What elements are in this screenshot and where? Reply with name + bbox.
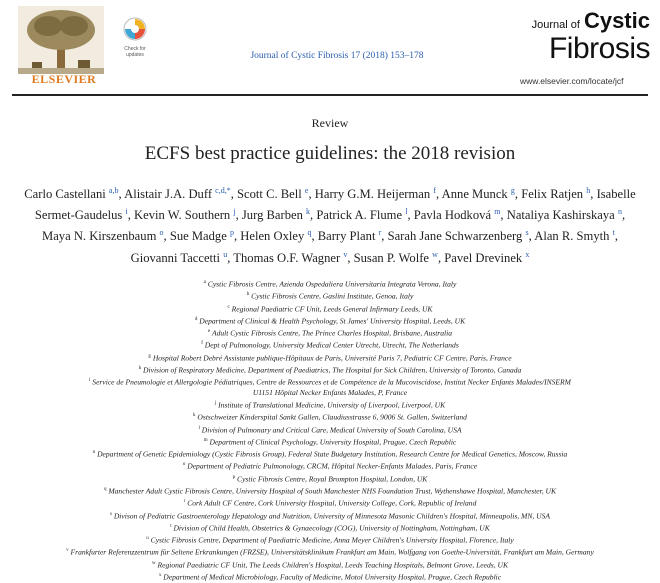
affiliation-text: Manchester Adult Cystic Fibrosis Centre, University Hospital of South Manchester NHS Foundation Trust, Wythenshawe Hospital, Manchester, UK (108, 486, 557, 496)
article-header (0, 0, 660, 88)
affiliation-text: Department of Medical Microbiology, Faculty of Medicine, Motol University Hospital, Prague, Czech Republic (163, 572, 502, 582)
affiliation-line (4, 436, 656, 448)
author-affiliation-marker[interactable]: f (433, 186, 437, 195)
affiliation-line (4, 399, 656, 411)
author-name[interactable]: Nataliya Kashirskaya (506, 208, 615, 223)
author-name[interactable]: Maya N. Kirszenbaum (42, 229, 157, 244)
author-affiliation-marker[interactable]: s (525, 228, 529, 238)
affiliation-marker: b (246, 292, 250, 298)
author-name[interactable]: Sarah Jane Schwarzenberg (387, 229, 523, 244)
affiliation-text: Hospital Robert Debré Assistante publique-Hôpitaux de Paris, Université Paris 7, Pediatric CF Centre, Paris, France (152, 353, 512, 363)
affiliation-line (4, 278, 656, 290)
author-affiliation-marker[interactable]: u (223, 249, 228, 259)
author-name[interactable]: Alistair J.A. Duff (124, 187, 213, 202)
affiliation-marker: e (207, 329, 211, 335)
article-title: ECFS best practice guidelines: the 2018 revision (144, 143, 516, 164)
author-name[interactable]: Susan P. Wolfe (353, 250, 429, 265)
affiliation-marker: u (146, 536, 149, 542)
affiliation-marker: t (170, 523, 172, 529)
affiliation-marker: i (89, 378, 91, 384)
affiliation-text: Division of Respiratory Medicine, Department of Paediatrics, The Hospital for Sick Children, University of Toronto, Canada (143, 365, 522, 375)
affiliation-text: Department of Genetic Epidemiology (Cystic Fibrosis Group), Federal State Budgetary Institution, Research Centre for Medical Genetics, Moscow, Russia (97, 449, 568, 459)
author-affiliation-marker[interactable]: k (306, 207, 311, 217)
affiliation-text: Ostschweizer Kinderspital Sankt Gallen, Claudiusstrasse 6, 9006 St. Gallen, Switzerland (197, 412, 467, 422)
affiliation-line (4, 376, 656, 388)
affiliation-marker: n (92, 450, 96, 456)
author-affiliation-marker[interactable]: m (494, 207, 501, 217)
author-list: Carlo Castellani $^{a,b}$, Alistair J.A. Duff $^{c,d,*}$, Scott C. Bell $^e$, Harry G.M. Heijerman $^f$, Anne Munck $^g$, Felix Ratjen $^h$, Isabelle Sermet-Gaudelus $^i$, Kevin W. Southern $^j$, Jurg Barben $^k$, Patrick A. Flume $^l$, Pavla Hodková $^m$, Nataliya Kashirskaya $^n$, Maya N. Kirszenbaum $^o$, Sue Madge $^p$, Helen Oxley $^q$, Barry Plant $^r$, Sarah Jane Schwarzenberg $^s$, Alan R. Smyth $^t$, Giovanni Taccetti $^u$, Thomas O.F. Wagner $^v$, Susan P. Wolfe $^w$, Pavel Drevinek $^x$ (24, 186, 636, 265)
affiliation-line (4, 522, 656, 534)
author-affiliation-marker[interactable]: r (378, 228, 382, 238)
journal-citation[interactable]: Journal of Cystic Fibrosis 17 (2018) 153–178 (250, 51, 424, 61)
author-name[interactable]: Scott C. Bell (237, 187, 302, 202)
author-affiliation-marker[interactable]: w (432, 249, 438, 259)
affiliation-text: Cystic Fibrosis Centre, Gaslini Institute, Genoa, Italy (251, 291, 414, 301)
affiliation-line (4, 339, 656, 351)
affiliation-marker: l (198, 425, 200, 431)
author-affiliation-marker[interactable]: l (405, 207, 408, 217)
author-name[interactable]: Barry Plant (317, 229, 376, 244)
affiliation-text: Service de Pneumologie et Allergologie Pédiatriques, Centre de Ressources et de Compétence de la Mucoviscidose, Institut Necker Enfants Malades/INSERM (92, 377, 571, 387)
author-affiliation-marker[interactable]: q (307, 228, 312, 238)
affiliation-marker: h (138, 365, 142, 371)
crossmark-label: Check for updates (124, 46, 146, 58)
crossmark-icon (123, 17, 147, 41)
affiliation-line (4, 411, 656, 423)
affiliation-text: Dept of Pulmonology, University Medical Center Utrecht, Utrecht, The Netherlands (204, 340, 459, 350)
affiliation-marker: g (148, 353, 151, 359)
affiliation-marker: m (203, 437, 208, 443)
affiliation-line (4, 424, 656, 436)
affiliation-text: Divison of Pediatric Gastroenterology Hepatology and Nutrition, University of Minnesota Masonic Children's Hospital, Minneapolis, MN, USA (113, 511, 551, 521)
affiliation-marker: k (193, 413, 196, 419)
publisher-name: ELSEVIER (31, 72, 97, 86)
affiliation-line (4, 546, 656, 558)
affiliation-text: Cystic Fibrosis Centre, Royal Brompton Hospital, London, UK (237, 474, 428, 484)
affiliation-marker: f (201, 341, 203, 347)
affiliation-text: Division of Child Health, Obstetrics & Gynaecology (COG), University of Nottingham, Nottingham, UK (173, 523, 490, 533)
author-affiliation-marker[interactable]: n (617, 207, 622, 217)
author-affiliation-marker[interactable]: c,d,* (215, 186, 231, 195)
affiliation-marker: o (182, 462, 186, 468)
journal-url[interactable]: www.elsevier.com/locate/jcf (520, 76, 624, 86)
journal-logo-fibrosis: Fibrosis (548, 32, 650, 65)
affiliation-text: Regional Paediatric CF Unit, The Leeds Children's Hospital, Leeds Teaching Hospitals, Belmont Grove, Leeds, UK (157, 560, 509, 570)
author-affiliation-marker[interactable]: t (612, 228, 615, 238)
affiliation-line (4, 290, 656, 302)
author-name[interactable]: Helen Oxley (240, 229, 305, 244)
affiliation-line (4, 327, 656, 339)
author-name[interactable]: Kevin W. Southern (134, 208, 231, 223)
author-affiliation-marker[interactable]: a,b (108, 186, 119, 195)
affiliation-text: Adult Cystic Fibrosis Centre, The Prince Charles Hospital, Brisbane, Australia (211, 328, 453, 338)
article-type: Review (311, 116, 349, 130)
affiliation-text: Cystic Fibrosis Centre, Department of Paediatric Medicine, Anna Meyer Children's University Hospital, Florence, Italy (150, 535, 514, 545)
author-name[interactable]: Thomas O.F. Wagner (233, 250, 341, 265)
affiliation-line (4, 448, 656, 460)
affiliation-marker: d (194, 316, 198, 322)
author-name[interactable]: Carlo Castellani (24, 187, 106, 202)
affiliation-marker: c (227, 304, 230, 310)
affiliation-text: Division of Pulmonary and Critical Care, Medical University of South Carolina, USA (201, 425, 462, 435)
affiliation-text: Cystic Fibrosis Centre, Azienda Ospedaliera Universitaria Integrata Verona, Italy (207, 279, 457, 289)
affiliation-line (4, 534, 656, 546)
affiliation-text: U1151 Hôpital Necker Enfants Malades, P, France (252, 388, 408, 398)
affiliation-marker: v (66, 548, 69, 554)
author-affiliation-marker[interactable]: j (233, 207, 236, 217)
author-affiliation-marker[interactable]: p (229, 228, 234, 238)
affiliation-marker: j (214, 401, 217, 407)
author-name[interactable]: Giovanni Taccetti (130, 250, 221, 265)
author-affiliation-marker[interactable]: o (159, 228, 164, 238)
author-name[interactable]: Anne Munck (441, 187, 508, 202)
author-name[interactable]: Pavel Drevinek (444, 250, 523, 265)
affiliation-text: Cork Adult CF Centre, Cork University Hospital, University College, Cork, Republic of Ireland (187, 498, 477, 508)
affiliation-text: Department of Clinical Psychology, University Hospital, Prague, Czech Republic (209, 437, 457, 447)
affiliation-marker: q (103, 487, 107, 492)
author-affiliation-marker[interactable]: i (125, 207, 128, 217)
affiliation-marker: a (203, 280, 206, 285)
affiliation-line (4, 497, 656, 509)
author-affiliation-marker[interactable]: v (343, 249, 348, 259)
affiliation-text: Frankfurter Referenzzentrum für Seltene Erkrankungen (FRZSE), Universitätsklinikum Frankfurt am Main, Wolfgang von Goethe-Universität, Frankfurt am Main, Germany (70, 547, 594, 557)
affiliation-marker: x (158, 572, 162, 578)
affiliation-marker: s (109, 511, 112, 517)
journal-logo-small: Journal of (531, 19, 580, 31)
author-name[interactable]: Jurg Barben (241, 208, 303, 223)
author-name[interactable]: Isabelle Sermet-Gaudelus (34, 187, 636, 223)
affiliation-marker: w (151, 560, 156, 566)
journal-logo-cystic: Cystic (583, 8, 650, 33)
author-affiliation-marker[interactable]: g (510, 186, 515, 195)
affiliation-line (4, 510, 656, 522)
author-affiliation-marker[interactable]: x (525, 249, 530, 259)
affiliation-line (4, 364, 656, 376)
affiliation-list (4, 278, 656, 583)
affiliation-marker: p (232, 474, 236, 480)
author-name[interactable]: Harry G.M. Heijerman (314, 187, 431, 202)
header-rule (12, 94, 648, 96)
author-affiliation-marker[interactable]: h (586, 186, 591, 195)
affiliation-line (4, 388, 656, 399)
journal-logo (514, 8, 654, 64)
author-name[interactable]: Pavla Hodková (413, 208, 492, 223)
affiliation-text: Regional Paediatric CF Unit, Leeds General Infirmary Leeds, UK (231, 304, 433, 314)
affiliation-marker: r (183, 499, 186, 505)
affiliation-line (4, 485, 656, 497)
affiliation-text: Institute of Translational Medicine, University of Liverpool, Liverpool, UK (218, 400, 446, 410)
affiliation-line (4, 303, 656, 315)
author-name[interactable]: Alan R. Smyth (534, 229, 610, 244)
affiliation-line (4, 571, 656, 583)
author-affiliation-marker[interactable]: e (304, 186, 309, 195)
author-name[interactable]: Sue Madge (169, 229, 227, 244)
affiliation-line (4, 315, 656, 327)
affiliation-line (4, 559, 656, 571)
affiliation-text: Department of Clinical & Health Psychology, St James' University Hospital, Leeds, UK (199, 316, 466, 326)
author-name[interactable]: Felix Ratjen (521, 187, 584, 202)
affiliation-line (4, 352, 656, 364)
affiliation-line (4, 473, 656, 485)
affiliation-text: Department of Pediatric Pulmonology, CRCM, Hôpital Necker-Enfants Malades, Paris, France (187, 461, 478, 471)
author-name[interactable]: Patrick A. Flume (316, 208, 403, 223)
crossmark-badge[interactable] (121, 17, 149, 58)
affiliation-line (4, 460, 656, 472)
